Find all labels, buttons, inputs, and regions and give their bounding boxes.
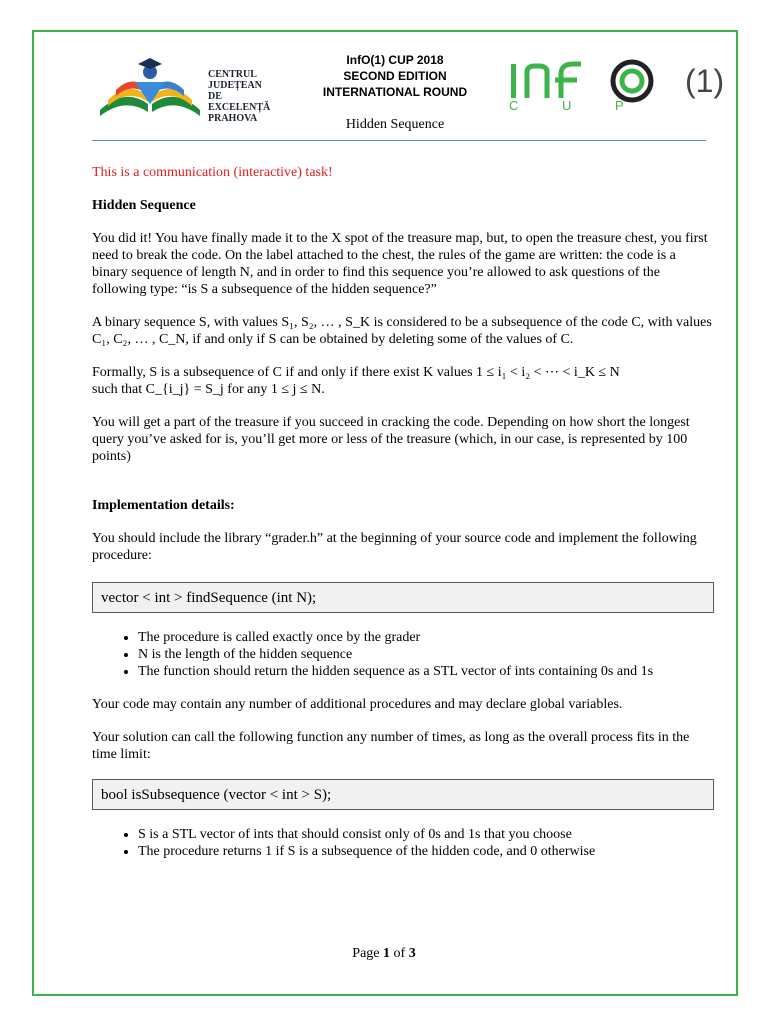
find-sequence-signature: vector < int > findSequence (int N); xyxy=(92,582,714,613)
scoring-paragraph: You will get a part of the treasure if you succeed in cracking the code. Depending on how short the longest query you’ve asked for is, you’ll get more or less of the treasure (which, in our case, is represented by 100 points) xyxy=(92,415,690,464)
list-item: • The function should return the hidden sequence as a STL vector of ints containing 0s and 1s xyxy=(138,663,712,680)
logo-one-text: (1) xyxy=(685,63,725,99)
section-title: Hidden Sequence xyxy=(92,198,196,213)
logo-cup-text: C U P xyxy=(509,98,644,112)
formal-definition-line2: such that C_{i_j} = S_j for any 1 ≤ j ≤ N. xyxy=(92,382,325,397)
info1-cup-logo xyxy=(505,56,735,112)
list-item: • The procedure is called exactly once by the grader xyxy=(138,629,712,646)
task-statement xyxy=(92,164,712,860)
function-call-paragraph: Your solution can call the following function any number of times, as long as the overall process fits in the time limit: xyxy=(92,730,690,762)
list-item: • The procedure returns 1 if S is a subsequence of the hidden code, and 0 otherwise xyxy=(138,843,712,860)
additional-procedures-paragraph: Your code may contain any number of additional procedures and may declare global variables. xyxy=(92,697,623,712)
find-sequence-notes xyxy=(92,629,712,680)
list-item: • N is the length of the hidden sequence xyxy=(138,646,712,663)
contest-title: InfO(1) CUP 2018 SECOND EDITION INTERNATIONAL ROUND xyxy=(322,53,468,99)
intro-paragraph: You did it! You have finally made it to the X spot of the treasure map, but, to open the treasure chest, you first need to break the code. On the label attached to the chest, the rules of the game are written: the code is a binary sequence of length N, and in order to find this sequence you’re allowed to ask questions of the following type: “is S a subsequence of the hidden sequence?” xyxy=(92,231,708,297)
page-number: Page 1 of 3 xyxy=(352,946,416,961)
excellence-center-logo xyxy=(90,52,210,122)
interactive-note: This is a communication (interactive) task! xyxy=(92,165,333,180)
is-subsequence-notes xyxy=(92,826,712,860)
formal-definition-line1: Formally, S is a subsequence of C if and only if there exist K values 1 ≤ i₁ < i₂ < ⋯ < i_K ≤ N xyxy=(92,365,620,380)
implementation-title: Implementation details: xyxy=(92,498,235,513)
list-item: • S is a STL vector of ints that should consist only of 0s and 1s that you choose xyxy=(138,826,712,843)
task-subtitle: Hidden Sequence xyxy=(345,117,445,132)
header-divider xyxy=(92,140,706,141)
org-name: CENTRUL JUDEȚEAN DE EXCELENȚĂ PRAHOVA xyxy=(208,69,271,124)
is-subsequence-signature: bool isSubsequence (vector < int > S); xyxy=(92,779,714,810)
definition-paragraph: A binary sequence S, with values S₁, S₂, … , S_K is considered to be a subsequence of the code C, with values C₁, C₂, … , C_N, if and only if S can be obtained by deleting some of the values of C. xyxy=(92,315,712,347)
implementation-paragraph: You should include the library “grader.h” at the beginning of your source code and implement the following procedure: xyxy=(92,531,697,563)
